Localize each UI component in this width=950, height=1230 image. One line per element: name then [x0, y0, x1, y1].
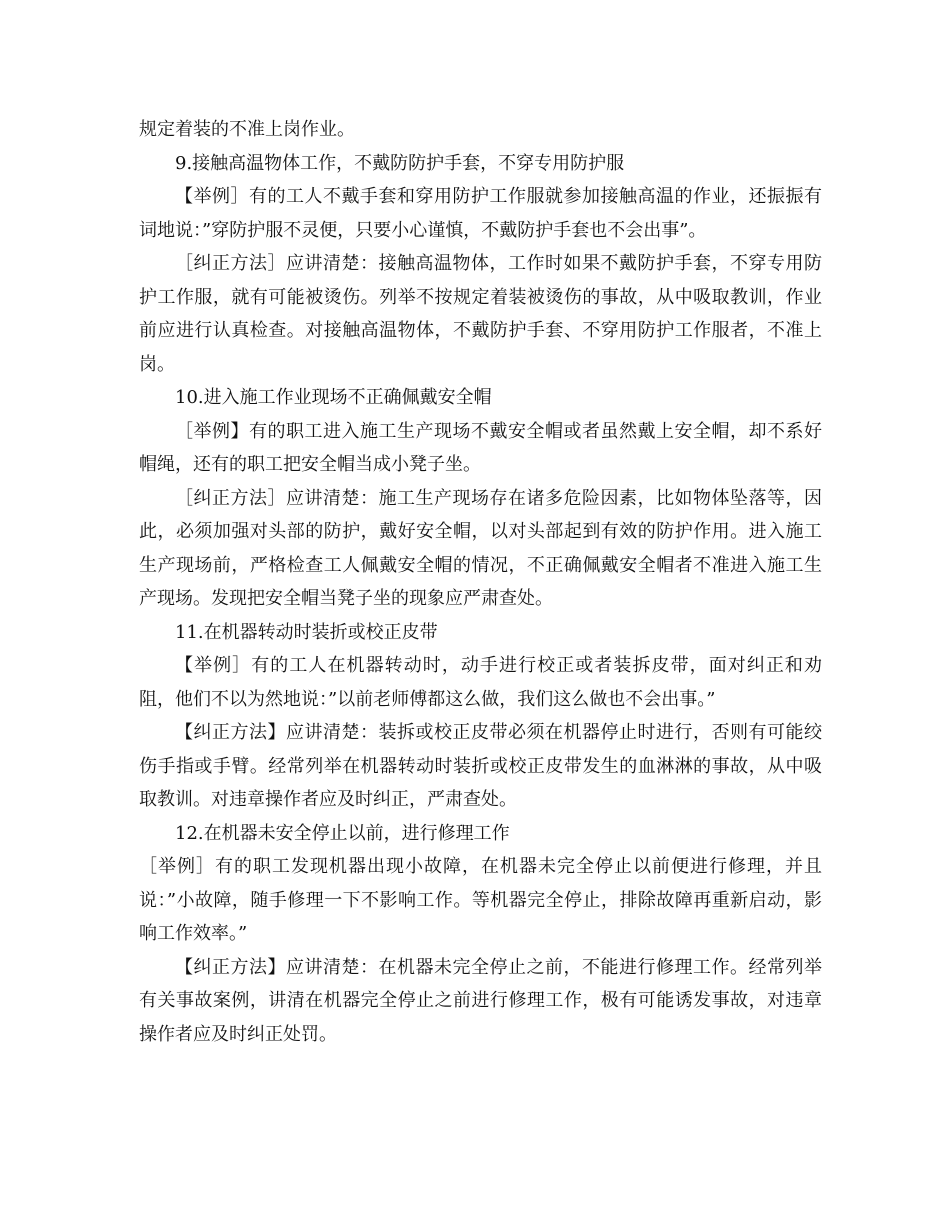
document-body — [139, 113, 822, 1051]
correction-paragraph-11: 【纠正方法】应讲清楚：装拆或校正皮带必须在机器停止时进行，否则有可能绞伤手指或手臂。经常列举在机器转动时装折或校正皮带发生的血淋淋的事故，从中吸取教训。对违章操作者应及时纠正，严肃查处。 — [139, 722, 822, 810]
correction-paragraph-10: ［纠正方法］应讲清楚：施工生产现场存在诸多危险因素，比如物体坠落等，因此，必须加强对头部的防护，戴好安全帽，以对头部起到有效的防护作用。进入施工生产现场前，严格检查工人佩戴安全帽的情况，不正确佩戴安全帽者不准进入施工生产现场。发现把安全帽当凳子坐的现象应严肃查处。 — [139, 487, 822, 609]
section-heading-9: 9.接触高温物体工作，不戴防防护手套，不穿专用防护服 — [175, 152, 625, 174]
section-heading-12: 12.在机器未安全停止以前，进行修理工作 — [175, 822, 510, 844]
paragraph-continuation: 规定着装的不准上岗作业。 — [139, 119, 355, 140]
example-paragraph-9: 【举例］有的工人不戴手套和穿用防护工作服就参加接触高温的作业，还振振有词地说：”穿防护服不灵便，只要小心谨慎，不戴防护手套也不会出事”。 — [139, 186, 822, 241]
example-paragraph-12: ［举例］有的职工发现机器出现小故障，在机器未完全停止以前便进行修理，并且说：”小故障，随手修理一下不影响工作。等机器完全停止，排除故障再重新启动，影响工作效率。” — [139, 856, 822, 944]
correction-paragraph-12: 【纠正方法】应讲清楚：在机器未完全停止之前，不能进行修理工作。经常列举有关事故案例，讲清在机器完全停止之前进行修理工作，极有可能诱发事故，对违章操作者应及时纠正处罚。 — [139, 956, 822, 1045]
section-heading-10: 10.进入施工作业现场不正确佩戴安全帽 — [175, 387, 492, 408]
section-heading-11: 11.在机器转动时装折或校正皮带 — [175, 621, 438, 643]
example-paragraph-11: 【举例］有的工人在机器转动时，动手进行校正或者装拆皮带，面对纠正和劝阻，他们不以为然地说：”以前老师傅都这么做，我们这么做也不会出事。” — [139, 655, 822, 710]
example-paragraph-10: ［举例】有的职工进入施工生产现场不戴安全帽或者虽然戴上安全帽，却不系好帽绳，还有的职工把安全帽当成小凳子坐。 — [139, 420, 822, 475]
correction-paragraph-9: ［纠正方法］应讲清楚：接触高温物体，工作时如果不戴防护手套，不穿专用防护工作服，就有可能被烫伤。列举不按规定着装被烫伤的事故，从中吸取教训，作业前应进行认真检查。对接触高温物体，不戴防护手套、不穿用防护工作服者，不准上岗。 — [139, 253, 822, 375]
